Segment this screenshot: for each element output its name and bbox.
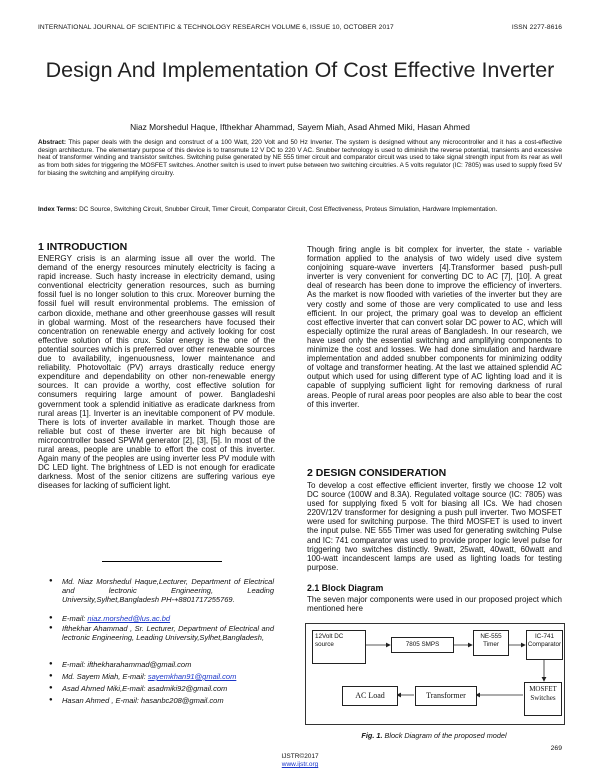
page-number: 269 bbox=[550, 745, 562, 752]
block-diagram bbox=[305, 623, 565, 725]
ac-load-block: AC Load bbox=[342, 686, 398, 706]
email-link[interactable]: sayemkhan91@gmail.com bbox=[147, 672, 237, 681]
abstract-label: Abstract: bbox=[38, 139, 67, 146]
index-terms-text: DC Source, Switching Circuit, Snubber Circuit, Timer Circuit, Comparator Circuit, Cost Effectiveness, Proteus Simulation, Hardware Implementation. bbox=[79, 206, 498, 213]
footnote-item: ● Md. Sayem Miah, E-mail: sayemkhan91@gmail.com bbox=[49, 672, 237, 681]
issn-label: ISSN 2277-8616 bbox=[511, 24, 562, 31]
footnote-rule bbox=[102, 561, 222, 562]
caption-text: Block Diagram of the proposed model bbox=[382, 731, 507, 740]
footnote-item: ● Md. Niaz Morshedul Haque,Lecturer, Department of Electrical and lectronic Engineering, Leading University,Sylhet,Bangladesh PH-+8801717255769. bbox=[49, 577, 274, 605]
footnote-item: ● Ifthekhar Ahammad , Sr. Lecturer, Department of Electrical and lectronic Engineering, Leading University,Sylhet,Bangladesh, bbox=[49, 624, 274, 643]
smps-block: 7805 SMPS bbox=[391, 637, 454, 653]
intro-paragraph: ENERGY crisis is an alarming issue all over the world. The demand of the energy resources minutely electricity is facing a rapid increase. Such hasty increase in electricity demand, using conventional electricity generation resources, such as burning fossil fuel is no longer solution to this crux. Moreover burning the fossil fuel will result environmental problems. The emission of carbon dioxide, methane and other greenhouse gasses will result in global warming. Most of the researchers have focused their concentration on renewable energy and actively looking for cost effective solution of this crux. Solar energy is the one of the potential sources which is preferred over other renewable sources due to availability, ingenuousness, lower maintenance and reliability. Photovoltaic (PV) arrays drastically reduce energy expenditure and dependability on other non-renewable energy sources. It can provide a worthy, cost effective solution for consumers requiring large amount of power. Bangladeshi government took a splendid initiative as eradicate darkness from rural areas [1]. Inverter is an inevitable component of PV module. There is lots of inverter available in market. Though those are reliable but cost of these inverter are bit high because of microcontroller based SPWM generator [2], [3], [5]. In most of the rural areas, people are unable to effort the cost of this inverter. Again many of the peoples are using inverter less PV module with DC LED light. The brightness of LED is not enough for eradicate darkness. Most of the senior citizens are suffering various eye diseases for lacking of sufficient light. bbox=[38, 254, 275, 491]
dc-source-block: 12Volt DC source bbox=[312, 630, 366, 664]
caption-label: Fig. 1. bbox=[361, 731, 383, 740]
intro-continued-paragraph: Though firing angle is bit complex for inverter, the state - variable formation applied to the analysis of two widely used dive system conjoining square-wave inverters [4].Transformer based push-pull inverter is very convenient for converting DC to AC [7], [10]. A great deal of research has been done to improve the efficiency of inverters. As the market is now flooded with varieties of the inverter but they are very costly and some of those are very complicated to use and less efficient. In our project, the primary goal was to develop an efficient cost effective inverter that can convert solar DC power to AC, which will especially optimize the rural areas of Bangladesh. In our research, we have used only the essential switching and amplifying components to minimize the cost and losses. We had done simulation and hardware implementation and added snubber components for minimizing oddity of voltage and transformer heating. At the last we attained splendid AC output which used for using different type of AC lighting load and it is capable of supplying sufficient light for removing darkness of rural areas. People of rural areas poor peoples are also able to bear the cost of this inverter. bbox=[307, 245, 562, 409]
index-terms bbox=[38, 206, 562, 214]
paper-title: Design And Implementation Of Cost Effective Inverter bbox=[45, 58, 555, 82]
figure-caption bbox=[305, 731, 563, 740]
footer-copyright: IJSTR©2017 bbox=[281, 753, 319, 760]
footnote-item: ● E-mail: niaz.morshed@lus.ac.bd bbox=[49, 614, 171, 623]
footer-url-link[interactable]: www.ijstr.org bbox=[281, 761, 319, 768]
footnote-item: ● Asad Ahmed Miki,E-mail: asadmiki92@gmail.com bbox=[49, 684, 228, 693]
design-heading: 2 DESIGN CONSIDERATION bbox=[307, 467, 447, 479]
mosfet-block: MOSFET Switches bbox=[524, 682, 562, 716]
abstract bbox=[38, 139, 562, 178]
abstract-text: This paper deals with the design and construct of a 100 Watt, 220 Volt and 50 Hz Inverter. The system is designed without any microcontroller and it has a cost-effective design architecture. The elementary purpose of this device is to transmute 12 V DC to 220 V AC. Snubber technology is used to diminish the reverse potential, transients and excessive heat of transformer winding and transistor switches. Switching pulse generated by NE 555 timer circuit and comparator circuit was used to take signal strength input from its rear as well as from both sides for triggering the MOSFET switches. Another switch is used to invert pulse between two switching circuitries. A 5 volts regulator (IC: 7805) was used to supply fixed 5V for biasing the switching and amplifying circuitry. bbox=[38, 139, 562, 177]
transformer-block: Transformer bbox=[415, 686, 477, 706]
journal-header: INTERNATIONAL JOURNAL OF SCIENTIFIC & TECHNOLOGY RESEARCH VOLUME 6, ISSUE 10, OCTOBER 2017 bbox=[38, 24, 394, 31]
block-diagram-paragraph: The seven major components were used in our proposed project which mentioned here bbox=[307, 595, 562, 614]
author-list: Niaz Morshedul Haque, Ifthekhar Ahammad, Sayem Miah, Asad Ahmed Miki, Hasan Ahmed bbox=[130, 122, 470, 132]
intro-heading: 1 INTRODUCTION bbox=[38, 241, 128, 253]
comparator-block: IC-741 Comparator bbox=[526, 630, 563, 660]
timer-block: NE-555 Timer bbox=[473, 630, 509, 656]
design-paragraph: To develop a cost effective efficient inverter, firstly we choose 12 volt DC source (100W and 8.3A). Regulated voltage source (IC: 7805) was used for supplying fixed 5 volt for biasing all ICs. We had chosen 220V/12V transformer for designing a push pull inverter. Two MOSFET were used for switching purpose. The third MOSFET is used to invert the input pulse. NE 555 Timer was used for generating switching Pulse and IC: 741 comparator was used to provide proper logic level pulse for triggering two switches distinctly. 9watt, 25watt, 40watt, 60watt and 100-watt incandescent lamps are used as lighting loads for testing purpose. bbox=[307, 481, 562, 572]
footnote-item: ● Hasan Ahmed , E-mail: hasanbc208@gmail.com bbox=[49, 696, 224, 705]
footnote-item: ● E-mail: ifthekharahammad@gmail.com bbox=[49, 660, 192, 669]
index-terms-label: Index Terms: bbox=[38, 206, 78, 213]
block-diagram-heading: 2.1 Block Diagram bbox=[307, 583, 384, 593]
email-link[interactable]: niaz.morshed@lus.ac.bd bbox=[87, 614, 171, 623]
